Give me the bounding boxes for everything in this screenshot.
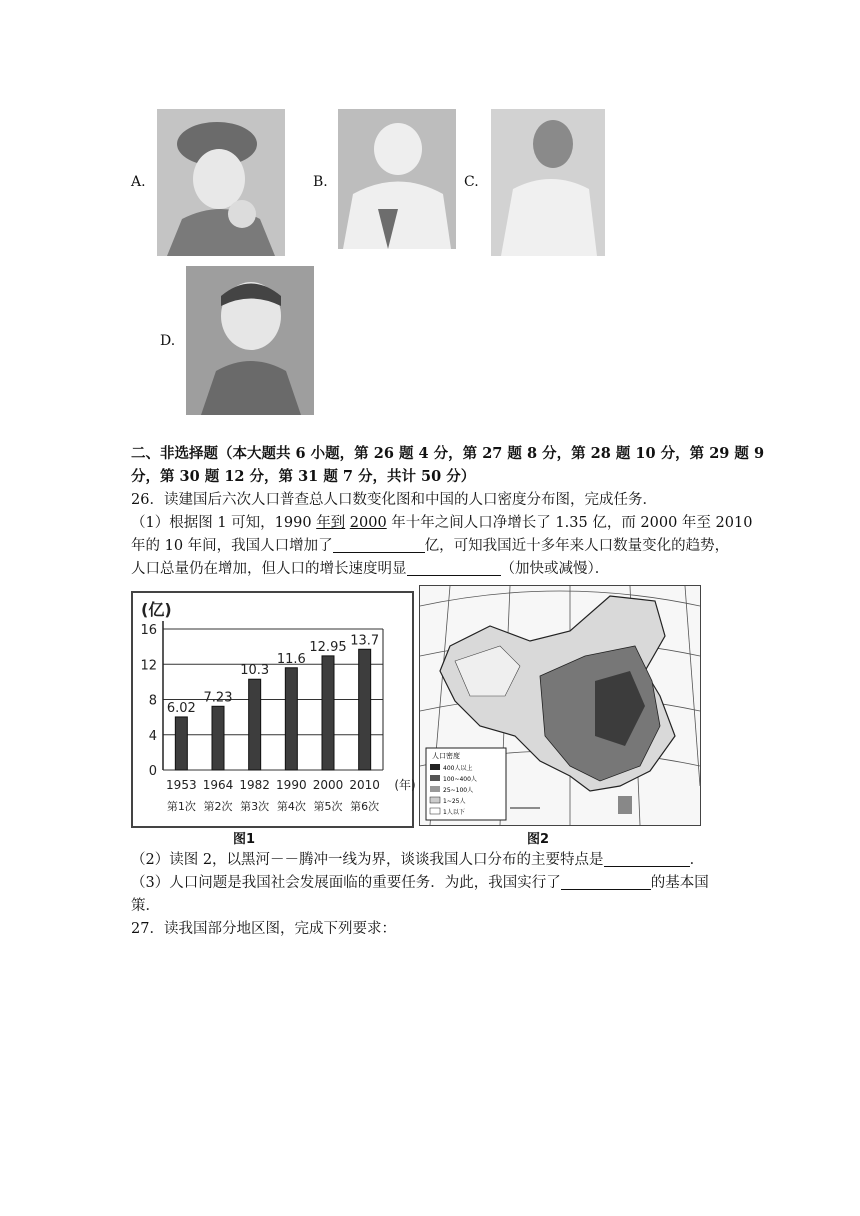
y-tick-label: 8	[148, 693, 157, 709]
x-tick-label: 2010	[349, 778, 380, 792]
y-tick-label: 4	[148, 728, 157, 744]
portrait-c-graphic	[491, 109, 605, 256]
q26-p1-text-a: （1）根据图 1 可知，1990	[131, 515, 317, 531]
question-26-part2	[131, 849, 704, 872]
q26-p1-line3-b: （加快或减慢）．	[500, 561, 610, 577]
bar-value-label: 11.6	[276, 651, 306, 667]
option-b-portrait-image	[338, 109, 456, 249]
option-c-portrait-image	[491, 109, 605, 256]
legend-item-1: 400人以上	[443, 765, 473, 772]
legend-item-4: 1~25人	[443, 798, 466, 805]
answer-blank-population-increase[interactable]	[333, 536, 425, 553]
option-d-portrait-image	[186, 266, 314, 415]
option-a-label: A.	[131, 174, 146, 190]
bar-1964	[212, 706, 224, 770]
y-tick-label: 16	[140, 623, 157, 638]
answer-blank-distribution-feature[interactable]	[604, 850, 690, 867]
q26-p1-line3-a: 人口总量仍在增加，但人口的增长速度明显	[131, 561, 407, 577]
map-legend	[426, 748, 506, 820]
section-2-heading-line1: 二、非选择题（本大题共 6 小题，第 26 题 4 分，第 27 题 8 分，第 28 题 10 分，第 29 题 9	[131, 445, 765, 462]
legend-item-2: 100~400人	[443, 776, 477, 783]
q26-p1-text-c: 年十年之间人口净增长了 1.35 亿，而 2000 年至 2010	[386, 515, 753, 531]
option-c-label: C.	[464, 174, 479, 190]
question-26-intro: 26．读建国后六次人口普查总人口数变化图和中国的人口密度分布图，完成任务．	[131, 492, 657, 508]
census-label: 第2次	[203, 800, 233, 813]
q26-p1-underlined-2: 2000	[349, 515, 387, 531]
q26-p2-text: （2）读图 2，以黑河－－腾冲一线为界，谈谈我国人口分布的主要特点是	[131, 852, 604, 868]
bar-1982	[249, 679, 261, 770]
bar-value-label: 10.3	[240, 663, 270, 679]
map-svg	[420, 586, 700, 825]
q26-p1-underlined-1: 年到	[316, 515, 346, 531]
question-26-part1-line2	[131, 535, 729, 558]
q26-p3-text-a: （3）人口问题是我国社会发展面临的重要任务．为此，我国实行了	[131, 875, 561, 891]
x-tick-label: 1964	[202, 778, 234, 792]
bar-2000	[322, 656, 334, 770]
option-d-label: D.	[160, 333, 176, 349]
option-b-label: B.	[313, 174, 328, 190]
q26-p1-line2-b: 亿，可知我国近十多年来人口数量变化的趋势，	[424, 538, 730, 554]
legend-item-3: 25~100人	[443, 787, 474, 794]
census-label: 第4次	[276, 800, 306, 813]
x-tick-label: 1990	[276, 778, 307, 792]
answer-blank-growth-speed[interactable]	[407, 559, 501, 576]
census-label: 第5次	[313, 800, 343, 813]
bar-value-label: 12.95	[309, 639, 347, 655]
question-26-part3-line2: 策．	[131, 898, 160, 914]
legend-title: 人口密度	[432, 752, 460, 760]
x-tick-label: 1982	[239, 778, 270, 792]
question-27-intro: 27．读我国部分地区图，完成下列要求：	[131, 921, 396, 937]
bar-value-label: 7.23	[203, 690, 233, 706]
y-tick-label: 12	[140, 658, 157, 674]
q26-p3-text-b: 的基本国	[650, 875, 709, 891]
bar-1953	[175, 717, 187, 770]
y-tick-label: 0	[148, 764, 157, 779]
answer-blank-national-policy[interactable]	[561, 873, 651, 890]
figure-1-caption: 图1	[233, 832, 256, 847]
bar-value-label: 6.02	[166, 700, 196, 716]
bar-1990	[285, 668, 297, 770]
chart-svg	[133, 593, 416, 826]
census-label: 第6次	[350, 800, 380, 813]
portrait-b-graphic	[338, 109, 456, 249]
bar-value-label: 13.7	[350, 633, 380, 649]
x-tick-label: 2000	[312, 778, 344, 792]
y-unit-label: (亿)	[141, 600, 172, 619]
portrait-d-graphic	[186, 266, 314, 415]
legend-item-5: 1人以下	[443, 809, 465, 816]
question-26-part3-line1	[131, 872, 709, 895]
portrait-a-graphic	[157, 109, 285, 256]
question-26-part1-line3	[131, 558, 609, 581]
figure-2-population-density-map	[419, 585, 701, 826]
q26-p2-end: ．	[689, 852, 705, 868]
option-a-portrait-image	[157, 109, 285, 256]
census-label: 第1次	[166, 800, 196, 813]
q26-p1-line2-a: 年的 10 年间，我国人口增加了	[131, 538, 333, 554]
figure-2-caption: 图2	[527, 832, 550, 847]
section-2-heading-line2: 分，第 30 题 12 分，第 31 题 7 分，共计 50 分）	[131, 468, 476, 485]
x-tick-label: 1953	[166, 778, 197, 792]
figure-1-population-bar-chart	[131, 591, 414, 828]
question-26-part1-line1	[131, 512, 752, 535]
x-unit-label: (年)	[394, 778, 416, 792]
census-label: 第3次	[240, 800, 270, 813]
bar-2010	[359, 649, 371, 770]
taiwan-region	[618, 796, 632, 814]
